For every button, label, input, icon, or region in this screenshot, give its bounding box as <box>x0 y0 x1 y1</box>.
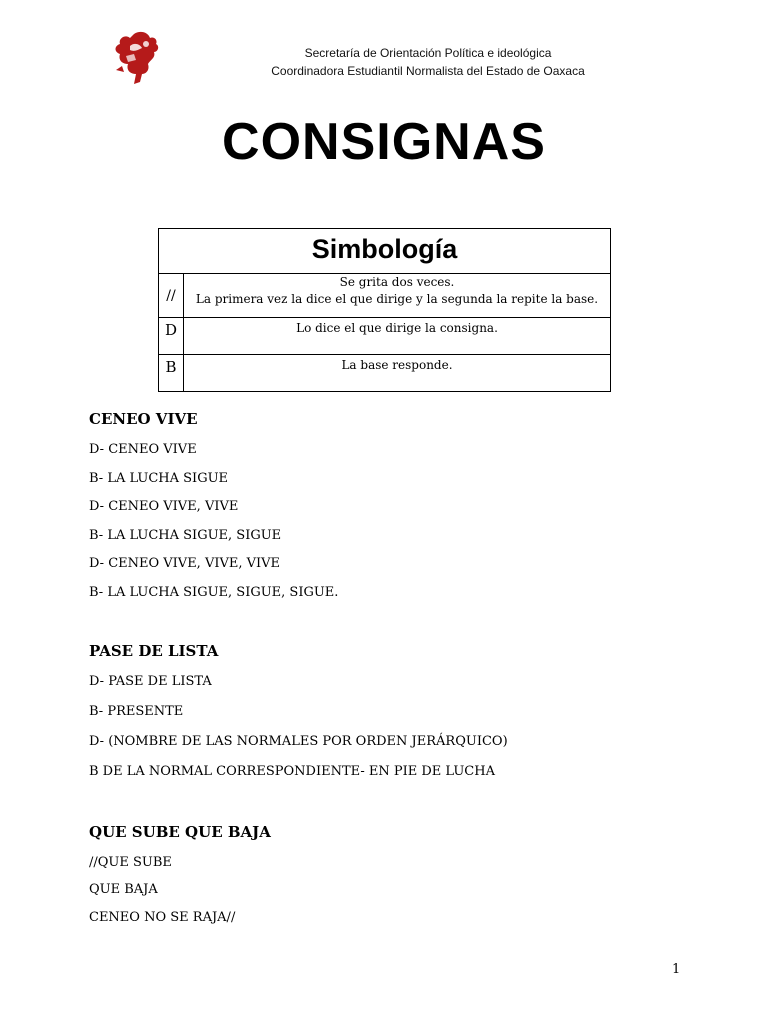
chant-line: B- PRESENTE <box>89 704 184 719</box>
header-line-1: Secretaría de Orientación Política e ideológica <box>304 46 552 60</box>
simbologia-desc: Lo dice el que dirige la consigna. <box>184 318 611 355</box>
page-title: CONSIGNAS <box>222 113 546 171</box>
simbologia-desc: La base responde. <box>184 355 611 392</box>
simbologia-table <box>158 228 611 392</box>
chant-line: D- (NOMBRE DE LAS NORMALES POR ORDEN JERÁRQUICO) <box>89 734 508 749</box>
chant-line: B- LA LUCHA SIGUE, SIGUE, SIGUE. <box>89 585 339 600</box>
chant-line: D- CENEO VIVE, VIVE, VIVE <box>89 556 281 571</box>
simbologia-heading: Simbología <box>159 229 611 274</box>
header-line-2: Coordinadora Estudiantil Normalista del Estado de Oaxaca <box>271 64 585 78</box>
chant-line: D- CENEO VIVE, VIVE <box>89 499 239 514</box>
chant-line: QUE BAJA <box>89 882 158 897</box>
section-title: CENEO VIVE <box>89 410 198 428</box>
chant-line: B DE LA NORMAL CORRESPONDIENTE- EN PIE DE LUCHA <box>89 764 495 779</box>
simbologia-key: B <box>159 355 184 392</box>
simbologia-desc-line: La primera vez la dice el que dirige y la segunda la repite la base. <box>195 292 599 306</box>
page-number: 1 <box>672 962 681 977</box>
simbologia-row <box>159 274 611 318</box>
chant-line: B- LA LUCHA SIGUE, SIGUE <box>89 528 282 543</box>
chant-line: //QUE SUBE <box>89 855 172 870</box>
simbologia-key: // <box>159 274 184 318</box>
section-title: PASE DE LISTA <box>89 642 219 660</box>
chant-line: D- PASE DE LISTA <box>89 674 212 689</box>
organization-logo <box>112 30 162 86</box>
section-title: QUE SUBE QUE BAJA <box>89 823 271 841</box>
simbologia-key: D <box>159 318 184 355</box>
simbologia-desc-line: Se grita dos veces. <box>339 275 455 289</box>
chant-line: CENEO NO SE RAJA// <box>89 910 236 925</box>
simbologia-desc <box>184 274 611 318</box>
chant-line: B- LA LUCHA SIGUE <box>89 471 229 486</box>
simbologia-row <box>159 318 611 355</box>
simbologia-row <box>159 355 611 392</box>
chant-line: D- CENEO VIVE <box>89 442 197 457</box>
